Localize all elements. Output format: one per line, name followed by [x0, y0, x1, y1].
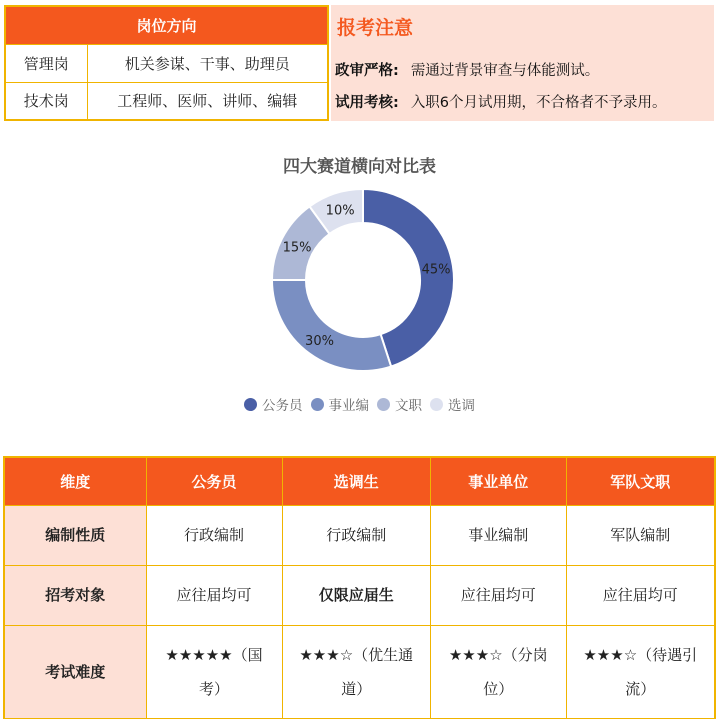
table-cell: 行政编制: [282, 505, 430, 565]
table-cell: ★★★☆（待遇引流）: [566, 625, 715, 719]
notice-item-text: 需通过背景审查与体能测试。: [410, 63, 600, 79]
row-header: 招考对象: [4, 565, 146, 625]
column-header: 军队文职: [566, 457, 715, 505]
slice-label: 10%: [325, 203, 355, 219]
chart-title: 四大赛道横向对比表: [283, 157, 436, 177]
legend-swatch: [244, 398, 257, 411]
table-cell: 应往届均可: [146, 565, 282, 625]
table-cell: ★★★★★（国考）: [146, 625, 282, 719]
table-cell: 应往届均可: [431, 565, 567, 625]
comparison-table: [3, 456, 716, 719]
position-type: 技术岗: [5, 82, 87, 120]
position-roles: 机关参谋、干事、助理员: [87, 44, 328, 82]
table-cell: ★★★☆（优生通道）: [282, 625, 430, 719]
column-header: 公务员: [146, 457, 282, 505]
position-type: 管理岗: [5, 44, 87, 82]
legend-item[interactable]: [377, 394, 422, 414]
donut-slice[interactable]: [272, 280, 391, 371]
row-header: 编制性质: [4, 505, 146, 565]
position-table-header: 岗位方向: [5, 6, 328, 44]
column-header: 选调生: [282, 457, 430, 505]
table-cell: 应往届均可: [566, 565, 715, 625]
table-cell: 事业编制: [431, 505, 567, 565]
legend-item[interactable]: [311, 394, 370, 414]
column-header: 维度: [4, 457, 146, 505]
notice-item-label: 政审严格:: [335, 63, 399, 79]
legend-item[interactable]: [244, 394, 303, 414]
slice-label: 15%: [282, 240, 312, 256]
legend-swatch: [430, 398, 443, 411]
table-cell: ★★★☆（分岗位）: [431, 625, 567, 719]
row-header: 考试难度: [4, 625, 146, 719]
position-roles: 工程师、医师、讲师、编辑: [87, 82, 328, 120]
legend-label: 事业编: [328, 398, 369, 414]
table-cell: 军队编制: [566, 505, 715, 565]
chart-legend: [0, 394, 719, 414]
legend-item[interactable]: [430, 394, 475, 414]
notice-item-label: 试用考核:: [335, 95, 399, 111]
legend-swatch: [311, 398, 324, 411]
table-row: [4, 505, 715, 565]
legend-label: 文职: [395, 398, 422, 414]
table-cell: 仅限应届生: [282, 565, 430, 625]
legend-label: 选调: [448, 398, 475, 414]
notice-title: 报考注意: [337, 17, 414, 39]
slice-label: 45%: [421, 262, 451, 278]
notice-item-text: 入职6个月试用期，不合格者不予录用。: [410, 95, 667, 111]
slice-label: 30%: [305, 333, 334, 349]
column-header: 事业单位: [431, 457, 567, 505]
table-row: [4, 625, 715, 719]
legend-swatch: [377, 398, 390, 411]
table-header-row: [4, 457, 715, 505]
table-cell: 行政编制: [146, 505, 282, 565]
legend-label: 公务员: [262, 398, 303, 414]
table-row: [4, 565, 715, 625]
